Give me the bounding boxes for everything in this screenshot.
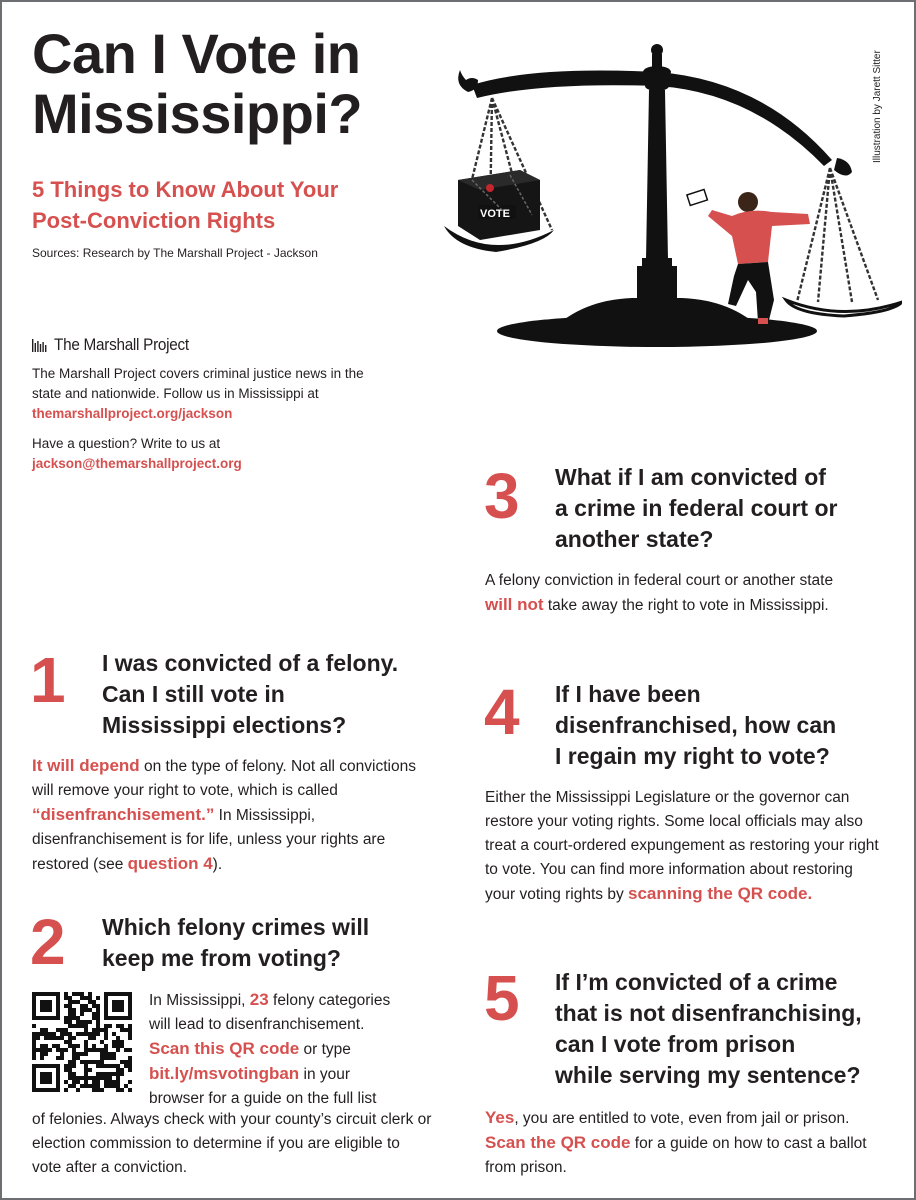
answer-text: for a guide on how to cast a ballot from prison. [485,1135,867,1176]
question-2-number: 2 [30,906,66,978]
question-3-number: 3 [484,460,520,532]
title-line-2: Mississippi? [32,82,363,145]
marshall-project-logo [32,335,204,355]
subtitle-line-1: 5 Things to Know About Your [32,177,339,202]
contact-prompt: Have a question? Write to us at [32,436,221,451]
answer-text: A felony conviction in federal court or another state [485,572,834,589]
answer-text: , you are entitled to vote, even from jail or prison. [514,1110,850,1127]
illustration-credit-text: Illustration by Jarett Sitter [872,50,883,163]
qr-code-link[interactable]: scanning the QR code. [628,884,813,903]
question-5-answer [485,1106,880,1180]
answer-line [149,988,439,1013]
question-1-heading-line: I was convicted of a felony. [102,650,399,676]
bars-logo-icon [32,339,48,352]
question-4-heading-line: disenfranchised, how can [555,712,837,738]
qr-code-icon[interactable] [32,992,132,1092]
question-1-heading-line: Can I still vote in [102,681,285,707]
question-1-number: 1 [30,644,66,716]
answer-highlight: Yes [485,1108,515,1127]
answer-text: browser for a guide on the full list [149,1090,377,1107]
org-blurb: The Marshall Project covers criminal justice news in the state and nationwide. Follow us in Mississippi at [32,366,364,401]
org-blurb-block [32,364,392,424]
subtitle-line-2: Post-Conviction Rights [32,208,276,233]
question-2-heading-line: Which felony crimes will [102,914,370,940]
question-5-heading-line: can I vote from prison [555,1031,796,1057]
question-5-heading [555,967,862,1091]
question-1-answer [32,754,430,877]
question-5-heading-line: If I’m convicted of a crime [555,969,838,995]
answer-text: take away the right to vote in Mississippi. [543,597,829,614]
answer-line [149,1037,439,1062]
question-1-heading-line: Mississippi elections? [102,712,347,738]
question-3-heading [555,462,837,555]
answer-highlight: “disenfranchisement.” [32,805,215,824]
question-2-answer-rest: of felonies. Always check with your county’s circuit clerk or election commission to determine if you are eligible to vote after a conviction. [32,1111,432,1176]
question-3-heading-line: What if I am convicted of [555,464,826,490]
ballot-box-label: VOTE [480,208,510,220]
question-4-number: 4 [484,676,520,748]
question-3-heading-line: a crime in federal court or [555,495,838,521]
answer-text: In Mississippi, [149,992,250,1009]
answer-highlight: 23 [249,990,269,1009]
question-5-heading-line: that is not disenfranchising, [555,1000,862,1026]
contact-block [32,434,392,474]
answer-text: on the type of felony. Not all convictions will remove your right to vote, which is called [32,758,416,799]
title-line-1: Can I Vote in [32,22,361,85]
org-name: The Marshall Project [54,335,189,354]
question-4-heading-line: I regain my right to vote? [555,743,830,769]
page-subtitle [32,174,338,236]
answer-text: felony categories [268,992,391,1009]
answer-text: In Mississippi, disenfranchisement is for life, unless your rights are restored (see [32,807,386,873]
question-3-answer [485,569,855,618]
answer-line [149,1013,439,1037]
question-4-heading [555,679,836,772]
answer-highlight: Scan this QR code [149,1039,300,1058]
short-link[interactable]: bit.ly/msvotingban [149,1064,300,1083]
question-1-heading [102,648,398,741]
question-2-heading-line: keep me from voting? [102,945,341,971]
answer-line [149,1062,439,1087]
page-title [32,24,362,144]
answer-text: will lead to disenfranchisement. [149,1016,365,1033]
qr-code-link[interactable]: Scan the QR code [485,1133,631,1152]
illustration-credit [870,38,884,178]
org-url-link[interactable]: themarshallproject.org/jackson [32,406,233,421]
answer-text: Either the Mississippi Legislature or the governor can restore your voting rights. Some local officials may also treat a court-ordered expungement as restoring your right to vote. You can find more information about restoring your voting rights by [485,789,879,903]
question-3-heading-line: another state? [555,526,714,552]
question-4-answer [485,786,885,907]
sources-note: Sources: Research by The Marshall Project - Jackson [32,246,318,260]
question-5-heading-line: while serving my sentence? [555,1062,861,1088]
question-4-heading-line: If I have been [555,681,701,707]
contact-email-link[interactable]: jackson@themarshallproject.org [32,456,242,471]
scales-of-justice-illustration [432,30,902,360]
question-5-number: 5 [484,962,520,1034]
question-4-reference-link[interactable]: question 4 [127,854,213,873]
answer-text: or type [299,1041,351,1058]
answer-text: ). [212,856,223,873]
answer-highlight: It will depend [32,756,140,775]
question-2-heading [102,912,369,974]
answer-highlight: will not [485,595,544,614]
question-2-answer-top [149,988,439,1111]
answer-text: in your [299,1066,351,1083]
